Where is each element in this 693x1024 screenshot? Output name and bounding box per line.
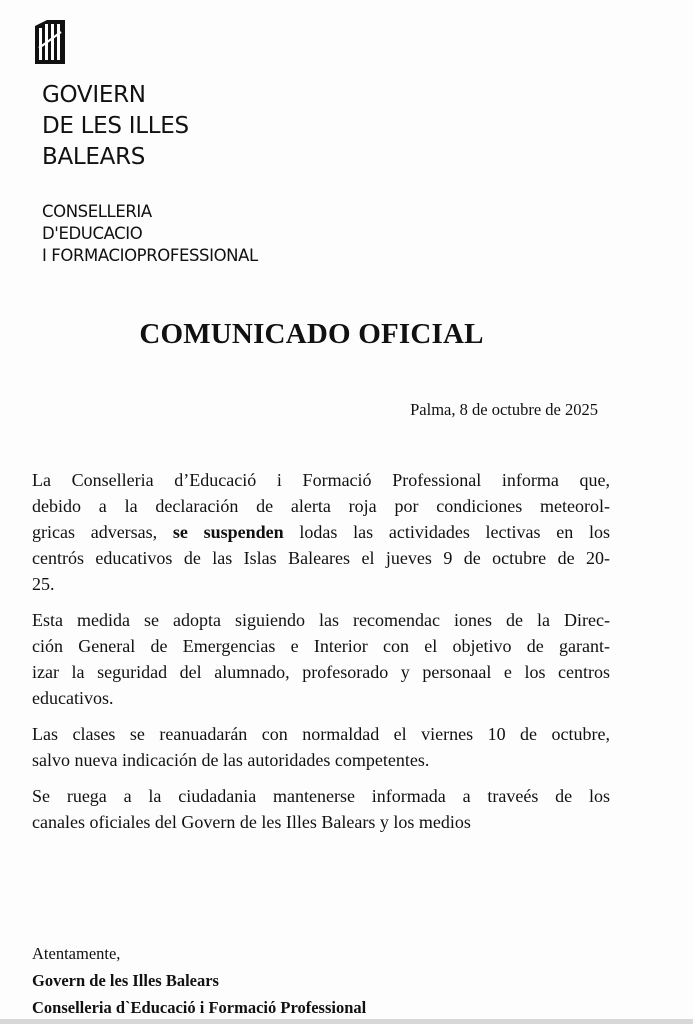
paragraph-measure [32, 607, 610, 711]
text-line: centrós educativos de las Islas Baleares el jueves 9 de octubre de 20- [32, 548, 610, 568]
text-run: lodas las actividades lectivas en los [283, 522, 610, 542]
paragraph-information [32, 783, 610, 835]
government-name-line: DE LES ILLES [42, 113, 189, 139]
text-line: canales oficiales del Govern de les Illes Balears y los medios [32, 812, 471, 832]
page-bottom-edge [0, 1019, 693, 1024]
text-line: salvo nueva indicación de las autoridades competentes. [32, 750, 430, 770]
text-line: Se ruega a la ciudadania mantenerse informada a traveés de los [32, 786, 610, 806]
text-line: La Conselleria d’Educació i Formació Professional informa que, [32, 470, 610, 490]
document-body [32, 467, 610, 845]
government-name-line: BALEARS [42, 144, 146, 170]
government-name-line: GOVIERN [42, 82, 146, 108]
salutation: Atentamente, [32, 944, 121, 963]
signer-department: Conselleria d`Educació i Formació Professional [32, 998, 367, 1017]
text-line: 25. [32, 574, 55, 594]
text-run: gricas adversas, [32, 522, 173, 542]
document-title: COMUNICADO OFICIAL [139, 318, 484, 350]
government-name [42, 80, 189, 173]
text-line: Esta medida se adopta siguiendo las recomendac iones de la Direc- [32, 610, 610, 630]
signature-block [32, 940, 366, 1021]
department-name-line: I FORMACIOPROFESSIONAL [42, 246, 258, 265]
document-date: Palma, 8 de octubre de 2025 [410, 400, 598, 419]
department-name [42, 201, 258, 267]
emphasis-suspension: se suspenden [172, 522, 284, 542]
department-name-line: CONSELLERIA [42, 202, 152, 221]
text-line: debido a la declaración de alerta roja por condiciones meteorol- [32, 496, 610, 516]
department-name-line: D'EDUCACIO [42, 224, 143, 243]
text-line: educativos. [32, 688, 114, 708]
text-line-with-emphasis [32, 519, 610, 545]
govern-illes-balears-logo-icon [33, 18, 67, 66]
signer-government: Govern de les Illes Balears [32, 971, 219, 990]
text-line: izar la seguridad del alumnado, profesorado y personaal e los centros [32, 662, 610, 682]
paragraph-resumption [32, 721, 610, 773]
text-line: Las clases se reanuadarán con normaldad el viernes 10 de octubre, [32, 724, 610, 744]
paragraph-announcement [32, 467, 610, 597]
text-line: ción General de Emergencias e Interior con el objetivo de garant- [32, 636, 610, 656]
